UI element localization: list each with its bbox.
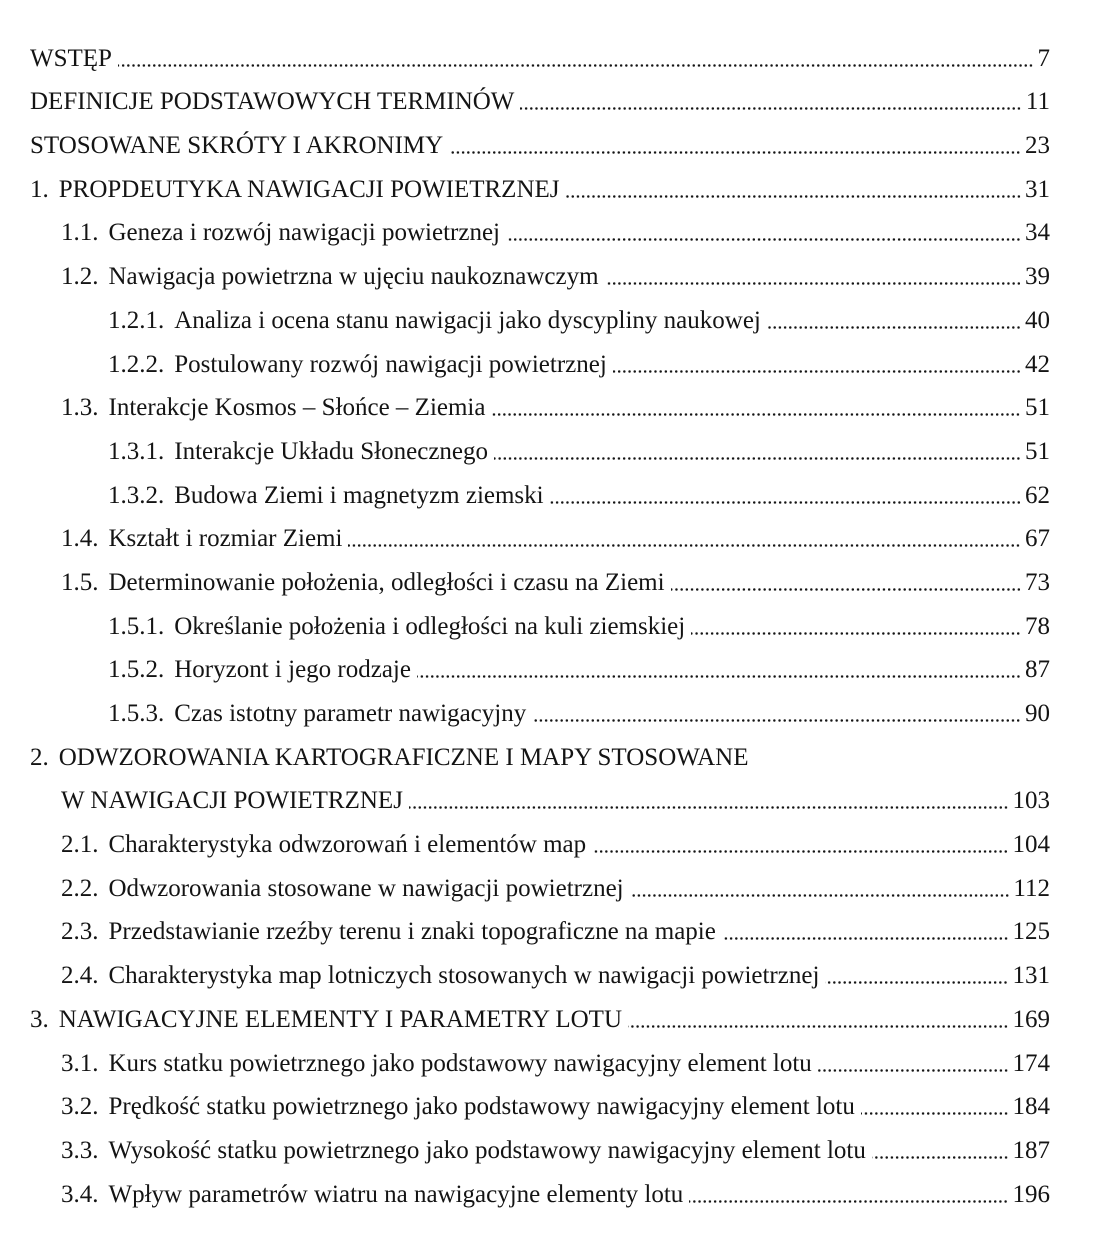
toc-entry-text: WSTĘP [30,44,112,72]
toc-entry-number: 2.4. [61,962,99,990]
toc-entry-number: 1.3.1. [108,437,165,465]
toc-entry-title [61,1049,818,1079]
toc-entry-page-number: 78 [1025,612,1050,640]
dot-leader [861,1112,1009,1115]
toc-entry-text: Nawigacja powietrzna w ujęciu naukoznawczym [108,263,599,291]
toc-entry-text: Charakterystyka map lotniczych stosowanych w nawigacji powietrznej [108,962,820,990]
toc-entry-text: Odwzorowania stosowane w nawigacji powietrznej [108,874,624,902]
toc-entry [30,816,1050,860]
toc-entry-number: 3.4. [61,1180,99,1208]
dot-leader [592,850,1008,853]
dot-leader [825,981,1008,984]
toc-entry-page-number: 7 [1037,44,1050,72]
toc-entry [30,292,1050,336]
toc-entry [30,1166,1050,1210]
toc-entry-title [108,350,613,380]
toc-entry-page-number: 187 [1012,1136,1050,1164]
toc-entry [30,117,1050,161]
toc-entry-number: 3. [30,1005,49,1033]
toc-entry-title [61,1136,872,1166]
toc-entry-page-number: 62 [1025,481,1050,509]
toc-entry-text: NAWIGACYJNE ELEMENTY I PARAMETRY LOTU [58,1005,622,1033]
toc-entry-title [61,262,605,292]
toc-entry-number: 1.2.1. [108,306,165,334]
toc-entry-page-number: 184 [1012,1093,1050,1121]
toc-entry [30,1035,1050,1079]
toc-entry-title [61,830,592,860]
toc-entry-title [61,393,491,423]
toc-entry-title [108,306,767,336]
toc-entry-text: Charakterystyka odwzorowań i elementów map [108,831,587,859]
toc-entry-page-number: 104 [1012,831,1050,859]
toc-entry [30,74,1050,118]
toc-entry-page-number: 67 [1025,525,1050,553]
dot-leader [449,151,1021,154]
toc-entry-number: 1.3.2. [108,481,165,509]
toc-entry-number: 3.1. [61,1049,99,1077]
dot-leader [409,806,1009,809]
toc-entry-text: Interakcje Kosmos – Słońce – Ziemia [108,394,486,422]
dot-leader [118,64,1034,67]
toc-entry-page-number: 103 [1012,787,1050,815]
toc-entry-title [108,437,494,467]
toc-entry-title [61,874,630,904]
toc-entry-number: 3.2. [61,1093,99,1121]
toc-entry-text: Interakcje Układu Słonecznego [174,437,489,465]
dot-leader [532,719,1021,722]
toc-entry-title [61,1180,689,1210]
toc-entry [30,685,1050,729]
toc-entry [30,336,1050,380]
dot-leader [818,1069,1009,1072]
toc-entry-text: Kurs statku powietrznego jako podstawowy nawigacyjny element lotu [108,1049,812,1077]
toc-entry [30,380,1050,424]
dot-leader [630,894,1010,897]
toc-entry [30,554,1050,598]
toc-entry-title [30,175,566,205]
toc-entry-page-number: 39 [1025,263,1050,291]
dot-leader [628,1025,1009,1028]
toc-entry-title [108,655,417,685]
toc-entry-number: 1.5.2. [108,656,165,684]
dot-leader [671,588,1021,591]
toc-entry-number: 1.5.3. [108,700,165,727]
toc-entry-number: 1.5. [61,568,99,596]
toc-entry [30,860,1050,904]
toc-entry [30,729,1050,773]
toc-entry-title [108,481,550,511]
toc-entry-page-number: 31 [1025,175,1050,203]
toc-entry-text: Postulowany rozwój nawigacji powietrznej [174,350,607,378]
toc-entry [30,991,1050,1035]
toc-entry-title [30,87,520,117]
toc-entry [30,467,1050,511]
toc-entry [30,947,1050,991]
toc-entry-page-number: 42 [1025,350,1050,378]
dot-leader [566,195,1021,198]
toc-entry [30,1122,1050,1166]
toc-entry-title [61,568,671,598]
toc-entry-title [61,1092,861,1122]
toc-entry [30,1079,1050,1123]
toc-entry [30,511,1050,555]
toc-entry-page-number: 51 [1025,394,1050,422]
toc-entry-text: Kształt i rozmiar Ziemi [108,525,343,553]
toc-entry-title [108,699,532,729]
toc-entry-title [30,1005,628,1035]
toc-entry-text: PROPDEUTYKA NAWIGACJI POWIETRZNEJ [58,175,560,203]
toc-entry-text: Wpływ parametrów wiatru na nawigacyjne elementy lotu [108,1180,684,1208]
toc-entry-page-number: 51 [1025,437,1050,465]
dot-leader [605,282,1021,285]
toc-entry [30,205,1050,249]
toc-entry-text: Geneza i rozwój nawigacji powietrznej [108,219,500,247]
toc-entry-page-number: 23 [1025,132,1050,160]
toc-entry-title [30,131,449,161]
toc-entry [30,248,1050,292]
toc-entry [30,30,1050,74]
toc-entry-text: STOSOWANE SKRÓTY I AKRONIMY [30,132,444,160]
toc-entry-text: Budowa Ziemi i magnetyzm ziemski [174,481,544,509]
toc-entry-page-number: 112 [1013,874,1050,902]
toc-entry-text: W NAWIGACJI POWIETRZNEJ [61,787,403,815]
toc-entry [30,904,1050,948]
dot-leader [491,413,1021,416]
dot-leader [767,326,1021,329]
toc-entry-title [61,218,506,248]
toc-entry-number: 1.2.2. [108,350,165,378]
toc-entry-text: Analiza i ocena stanu nawigacji jako dyscypliny naukowej [174,306,761,334]
toc-entry-text: DEFINICJE PODSTAWOWYCH TERMINÓW [30,88,515,116]
toc-entry-number: 2.3. [61,918,99,946]
dot-leader [506,238,1021,241]
toc-entry-number: 3.3. [61,1136,99,1164]
table-of-contents [30,30,1050,1210]
toc-entry-page-number: 11 [1025,88,1050,116]
toc-entry-title [61,524,348,554]
toc-entry-page-number: 174 [1012,1049,1050,1077]
toc-entry-text: Determinowanie położenia, odległości i czasu na Ziemi [108,568,665,596]
toc-entry [30,642,1050,686]
toc-entry-text: Prędkość statku powietrznego jako podstawowy nawigacyjny element lotu [108,1093,855,1121]
toc-entry-title [61,961,825,991]
dot-leader [722,937,1009,940]
toc-entry-page-number: 40 [1025,306,1050,334]
toc-entry-page-number: 87 [1025,656,1050,684]
toc-entry-number: 1.5.1. [108,612,165,640]
dot-leader [520,107,1022,110]
toc-entry [30,773,1050,817]
toc-entry [30,161,1050,205]
dot-leader [689,1200,1008,1203]
toc-entry-number: 2.2. [61,874,99,902]
toc-entry-text: Określanie położenia i odległości na kuli ziemskiej [174,612,686,640]
toc-entry-number: 1. [30,175,49,203]
toc-entry-text: ODWZOROWANIA KARTOGRAFICZNE I MAPY STOSOWANE [58,743,749,771]
toc-entry-number: 2.1. [61,831,99,859]
dot-leader [417,675,1021,678]
toc-entry [30,598,1050,642]
toc-entry-number: 1.2. [61,263,99,291]
toc-entry-page-number: 131 [1012,962,1050,990]
toc-entry-page-number: 34 [1025,219,1050,247]
toc-entry-number: 1.4. [61,525,99,553]
toc-entry-text: Wysokość statku powietrznego jako podstawowy nawigacyjny element lotu [108,1136,866,1164]
dot-leader [691,632,1021,635]
toc-entry [30,423,1050,467]
toc-entry-text: Przedstawianie rzeźby terenu i znaki topograficzne na mapie [108,918,716,946]
toc-entry-page-number: 73 [1025,568,1050,596]
toc-entry-number: 1.3. [61,394,99,422]
toc-entry-title [61,917,722,947]
toc-entry-page-number: 169 [1012,1005,1050,1033]
toc-entry-title [61,786,409,816]
dot-leader [348,544,1021,547]
toc-entry-number: 2. [30,743,49,771]
toc-entry-page-number: 90 [1025,700,1050,727]
toc-entry-title [30,743,754,773]
toc-entry-number: 1.1. [61,219,99,247]
dot-leader [494,457,1021,460]
toc-entry-title [30,44,118,74]
dot-leader [613,370,1021,373]
dot-leader [550,501,1021,504]
toc-entry-page-number: 125 [1012,918,1050,946]
toc-entry-page-number: 196 [1012,1180,1050,1208]
toc-entry-title [108,612,691,642]
dot-leader [872,1156,1009,1159]
toc-entry-text: Czas istotny parametr nawigacyjny [174,700,527,727]
toc-entry-text: Horyzont i jego rodzaje [174,656,411,684]
